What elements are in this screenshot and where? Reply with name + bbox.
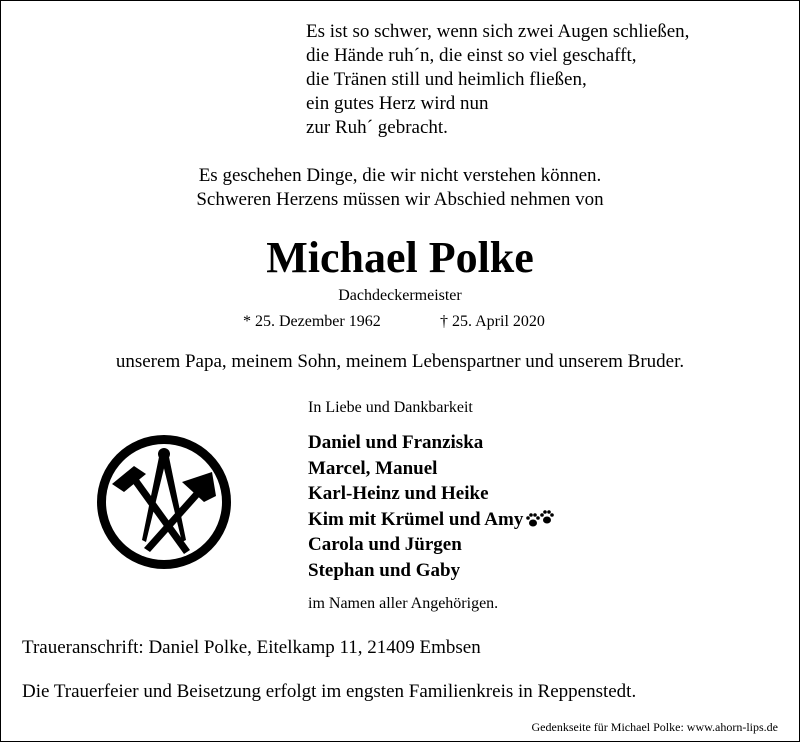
poem-line: Es ist so schwer, wenn sich zwei Augen schließen,	[306, 21, 690, 42]
poem-line: die Hände ruh´n, die einst so viel geschafft,	[306, 45, 637, 66]
mourner-entry	[308, 558, 555, 584]
mourner-name: Daniel und Franziska	[308, 432, 484, 453]
poem-line: ein gutes Herz wird nun	[306, 93, 489, 114]
paw-prints-icon	[525, 509, 555, 529]
mourner-name: Stephan und Gaby	[308, 559, 461, 581]
death-date: † 25. April 2020	[440, 313, 545, 330]
mourning-address: Traueranschrift: Daniel Polke, Eitelkamp 11, 21409 Embsen	[22, 637, 481, 658]
intro-line-2: Schweren Herzens müssen wir Abschied nehmen von	[196, 189, 604, 210]
deceased-profession: Dachdeckermeister	[338, 287, 462, 304]
gratitude-text: In Liebe und Dankbarkeit	[308, 399, 473, 416]
ceremony-note: Die Trauerfeier und Beisetzung erfolgt im engsten Familienkreis in Reppenstedt.	[22, 681, 637, 702]
mourner-name: Carola und Jürgen	[308, 534, 462, 555]
poem	[306, 20, 689, 140]
mourner-entry	[308, 456, 555, 482]
mourner-entry	[308, 507, 555, 533]
mourner-entry	[308, 532, 555, 558]
deceased-name: Michael Polke	[266, 233, 534, 282]
mourner-entry	[308, 481, 555, 507]
mourner-name: Karl-Heinz und Heike	[308, 483, 489, 504]
intro-line-1: Es geschehen Dinge, die wir nicht verstehen können.	[198, 165, 602, 186]
roofer-guild-emblem-icon	[94, 432, 234, 572]
memorial-page-link[interactable]: Gedenkseite für Michael Polke: www.ahorn-lips.de	[531, 720, 778, 734]
mourners-list	[308, 430, 555, 583]
poem-line: die Tränen still und heimlich fließen,	[306, 69, 587, 90]
relation-text: unserem Papa, meinem Sohn, meinem Lebenspartner und unserem Bruder.	[115, 351, 685, 372]
mourner-entry	[308, 430, 555, 456]
birth-date: * 25. Dezember 1962	[243, 313, 381, 330]
poem-line: zur Ruh´ gebracht.	[306, 117, 448, 138]
family-note: im Namen aller Angehörigen.	[308, 595, 499, 612]
mourner-name: Kim mit Krümel und Amy	[308, 508, 524, 530]
mourner-name: Marcel, Manuel	[308, 457, 438, 479]
